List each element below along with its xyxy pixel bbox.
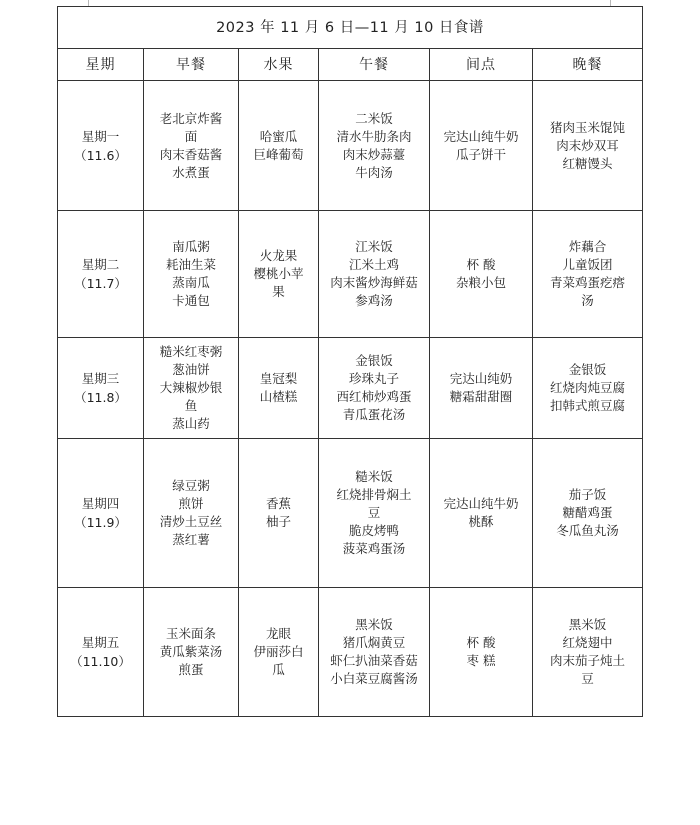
header-row (58, 49, 643, 81)
cell-line: 小白菜豆腐酱汤 (330, 671, 418, 686)
cell-line: 珍珠丸子 (348, 371, 399, 386)
cell-line: （11.9） (74, 515, 127, 530)
cell-line: 牛肉汤 (355, 164, 393, 180)
cell-line: 大辣椒炒银 (159, 380, 223, 395)
cell-line: 糖醋鸡蛋 (562, 505, 613, 520)
day-cell (58, 588, 144, 717)
cell-line: 黑米饭 (568, 617, 607, 632)
cell-line: 参鸡汤 (355, 293, 393, 308)
cell-line: 冬瓜鱼丸汤 (556, 523, 619, 538)
cell-line: 青瓜蛋花汤 (342, 407, 406, 422)
header-snack: 间点 (430, 49, 533, 81)
breakfast-cell (144, 439, 239, 588)
cell-line: 耗油生菜 (165, 257, 216, 272)
menu-body (58, 81, 643, 717)
day-cell (58, 338, 144, 439)
cell-line: 汤 (581, 293, 594, 308)
cell-line: 皇冠梨 (259, 371, 298, 386)
breakfast-cell (144, 338, 239, 439)
cell-line: 脆皮烤鸭 (348, 523, 399, 538)
cell-line: 枣 糕 (466, 653, 496, 668)
cell-line: 绿豆粥 (172, 478, 210, 493)
header-fruit: 水果 (239, 49, 319, 81)
cell-line: 星期一 (81, 128, 120, 144)
day-cell (58, 211, 144, 338)
menu-table (57, 6, 643, 717)
cell-line: 星期三 (81, 371, 120, 386)
cell-line: 西红柿炒鸡蛋 (336, 389, 412, 404)
cell-line: （11.10） (70, 654, 131, 669)
cell-line: 红烧肉炖豆腐 (550, 380, 626, 395)
header-weekday: 星期 (58, 49, 144, 81)
cell-line: 扣韩式煎豆腐 (550, 398, 626, 413)
header-dinner: 晚餐 (533, 49, 643, 81)
dinner-cell (533, 588, 643, 717)
cell-line: 肉末炒蒜薹 (342, 146, 406, 162)
cell-line: 香蕉 (265, 496, 291, 511)
cell-line: 杂粮小包 (455, 275, 506, 290)
cell-line: 完达山纯牛奶 (443, 496, 519, 511)
cell-line: 金银饭 (355, 353, 393, 368)
cell-line: 完达山纯牛奶 (443, 128, 519, 144)
cell-line: 糙米红枣粥 (159, 344, 223, 359)
dinner-cell (533, 81, 643, 211)
cell-line: 完达山纯奶 (449, 371, 513, 386)
cell-line: 煎饼 (178, 496, 204, 511)
cell-line: 卡通包 (172, 293, 210, 308)
cell-line: 伊丽莎白 (253, 644, 304, 659)
menu-title: 2023 年 11 月 6 日—11 月 10 日食谱 (58, 7, 643, 49)
breakfast-cell (144, 588, 239, 717)
lunch-cell (319, 338, 430, 439)
cell-line: 金银饭 (568, 362, 607, 377)
cell-line: 柚子 (265, 514, 291, 529)
cell-line: 江米土鸡 (348, 257, 399, 272)
cell-line: 江米饭 (355, 239, 393, 254)
cell-line: 鱼 (184, 398, 198, 413)
menu-row (58, 439, 643, 588)
cell-line: 星期二 (81, 257, 120, 272)
cell-line: 蒸红薯 (172, 532, 210, 547)
fruit-cell (239, 588, 319, 717)
lunch-cell (319, 588, 430, 717)
cell-line: 瓜子饼干 (455, 146, 506, 162)
breakfast-cell (144, 81, 239, 211)
cell-line: 南瓜粥 (172, 239, 210, 254)
cell-line: 面 (184, 128, 198, 144)
fruit-cell (239, 81, 319, 211)
cell-line: 红烧排骨焖土 (336, 487, 412, 502)
cell-line: 杯 酸 (466, 257, 496, 272)
cell-line: 龙眼 (265, 626, 291, 641)
cell-line: 黑米饭 (355, 617, 393, 632)
cell-line: 肉末炒双耳 (556, 137, 619, 153)
cell-line: （11.7） (74, 276, 127, 291)
cell-line: 猪肉玉米馄饨 (550, 119, 626, 135)
cell-line: （11.6） (74, 147, 127, 163)
cell-line: 星期五 (81, 635, 120, 650)
cell-line: 清水牛肋条肉 (336, 128, 412, 144)
cell-line: 玉米面条 (165, 626, 216, 641)
cell-line: 黄瓜紫菜汤 (159, 644, 223, 659)
snack-cell (430, 588, 533, 717)
cell-line: 火龙果 (259, 248, 298, 263)
cell-line: 水煮蛋 (172, 164, 210, 180)
lunch-cell (319, 211, 430, 338)
snack-cell (430, 211, 533, 338)
cell-line: 煎蛋 (178, 662, 204, 677)
cell-line: 糖霜甜甜圈 (449, 389, 513, 404)
cell-line: 山楂糕 (259, 389, 298, 404)
cell-line: 猪爪焖黄豆 (342, 635, 406, 650)
cell-line: 肉末酱炒海鲜菇 (330, 275, 418, 290)
fruit-cell (239, 211, 319, 338)
cell-line: 红糖馒头 (562, 155, 613, 171)
cell-line: 巨峰葡萄 (253, 146, 304, 162)
cell-line: 肉末茄子炖土 (550, 653, 626, 668)
cell-line: 清炒土豆丝 (159, 514, 223, 529)
cell-line: 桃酥 (468, 514, 494, 529)
cell-line: 儿童饭团 (562, 257, 613, 272)
cell-line: 蒸山药 (172, 416, 210, 431)
day-cell (58, 439, 144, 588)
dinner-cell (533, 439, 643, 588)
dinner-cell (533, 211, 643, 338)
cell-line: 二米饭 (355, 110, 393, 126)
menu-row (58, 338, 643, 439)
cell-line: 果 (272, 284, 285, 299)
snack-cell (430, 439, 533, 588)
cell-line: 瓜 (272, 662, 285, 677)
cell-line: 杯 酸 (466, 635, 496, 650)
cell-line: 葱油饼 (172, 362, 210, 377)
breakfast-cell (144, 211, 239, 338)
lunch-cell (319, 81, 430, 211)
lunch-cell (319, 439, 430, 588)
cell-line: 虾仁扒油菜香菇 (330, 653, 418, 668)
snack-cell (430, 81, 533, 211)
menu-row (58, 81, 643, 211)
header-breakfast: 早餐 (144, 49, 239, 81)
fruit-cell (239, 338, 319, 439)
cell-line: 炸藕合 (568, 239, 607, 254)
cell-line: 菠菜鸡蛋汤 (342, 541, 406, 556)
menu-row (58, 588, 643, 717)
cell-line: 樱桃小苹 (253, 266, 304, 281)
day-cell (58, 81, 144, 211)
cell-line: 茄子饭 (568, 487, 607, 502)
snack-cell (430, 338, 533, 439)
dinner-cell (533, 338, 643, 439)
menu-row (58, 211, 643, 338)
cell-line: 豆 (581, 671, 594, 686)
fruit-cell (239, 439, 319, 588)
cell-line: 老北京炸酱 (159, 110, 223, 126)
cell-line: 肉末香菇酱 (159, 146, 223, 162)
cell-line: 红烧翅中 (562, 635, 613, 650)
cell-line: 哈蜜瓜 (259, 128, 298, 144)
cell-line: 糙米饭 (355, 469, 393, 484)
header-lunch: 午餐 (319, 49, 430, 81)
cell-line: 豆 (367, 505, 381, 520)
cell-line: 星期四 (81, 496, 120, 511)
cell-line: （11.8） (74, 390, 127, 405)
cell-line: 蒸南瓜 (172, 275, 210, 290)
cell-line: 青菜鸡蛋疙瘩 (550, 275, 626, 290)
